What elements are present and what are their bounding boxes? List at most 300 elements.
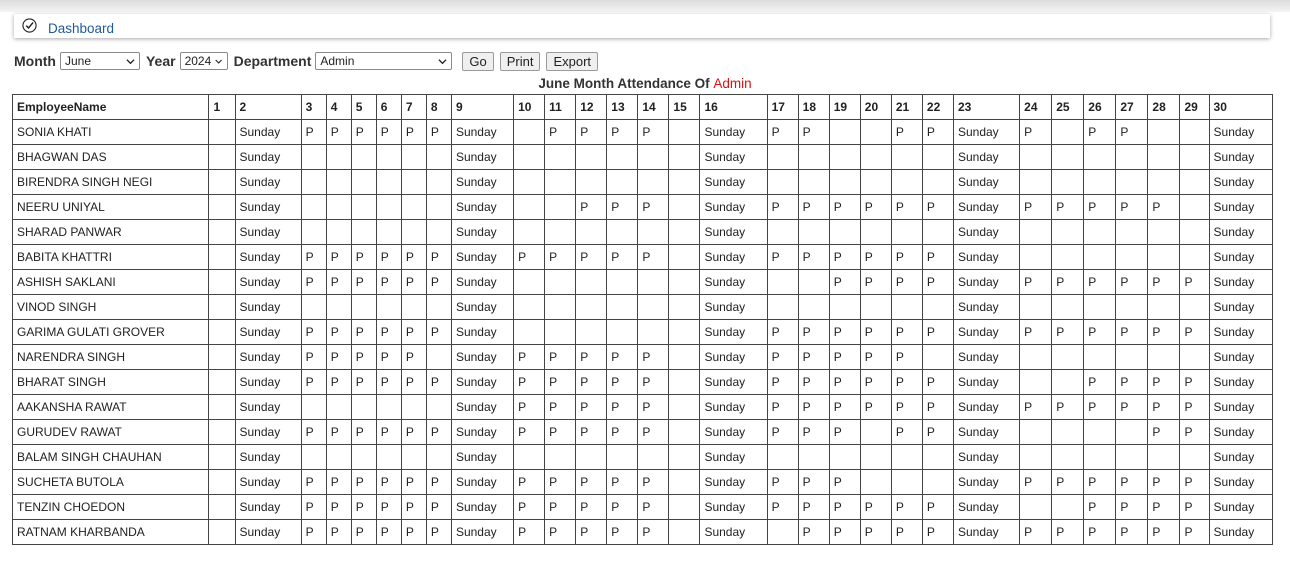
attendance-cell <box>860 220 891 245</box>
attendance-cell: Sunday <box>953 220 1019 245</box>
attendance-cell <box>514 170 545 195</box>
attendance-cell <box>922 220 953 245</box>
day-header: 28 <box>1148 95 1180 120</box>
attendance-cell: P <box>576 495 607 520</box>
attendance-cell: P <box>1148 320 1180 345</box>
attendance-cell <box>891 295 922 320</box>
attendance-cell <box>1020 295 1052 320</box>
attendance-cell: P <box>607 420 638 445</box>
attendance-cell: P <box>1052 320 1084 345</box>
month-select[interactable] <box>60 52 140 70</box>
attendance-cell: Sunday <box>1209 470 1272 495</box>
attendance-cell: P <box>1116 195 1148 220</box>
attendance-cell: P <box>376 495 401 520</box>
attendance-cell: Sunday <box>1209 295 1272 320</box>
attendance-cell: P <box>798 520 829 545</box>
attendance-cell: P <box>798 420 829 445</box>
attendance-cell <box>1052 220 1084 245</box>
attendance-cell <box>1116 445 1148 470</box>
day-header: 9 <box>451 95 513 120</box>
attendance-cell <box>1052 120 1084 145</box>
attendance-cell: Sunday <box>451 320 513 345</box>
attendance-cell: P <box>798 345 829 370</box>
attendance-cell <box>301 445 326 470</box>
attendance-cell <box>576 145 607 170</box>
attendance-cell: P <box>1020 270 1052 295</box>
attendance-cell: P <box>1116 120 1148 145</box>
attendance-cell: Sunday <box>700 120 767 145</box>
attendance-cell <box>1052 170 1084 195</box>
attendance-cell: P <box>401 495 426 520</box>
attendance-cell: P <box>1084 520 1116 545</box>
attendance-cell: Sunday <box>235 395 301 420</box>
attendance-cell: P <box>1180 370 1209 395</box>
attendance-cell <box>401 445 426 470</box>
attendance-cell <box>669 245 700 270</box>
attendance-cell <box>1052 245 1084 270</box>
attendance-cell <box>545 170 576 195</box>
attendance-cell: Sunday <box>953 445 1019 470</box>
attendance-cell: P <box>1020 195 1052 220</box>
attendance-cell: P <box>301 470 326 495</box>
attendance-cell: P <box>1180 470 1209 495</box>
attendance-cell: Sunday <box>451 295 513 320</box>
attendance-cell <box>1180 195 1209 220</box>
attendance-cell <box>1084 295 1116 320</box>
attendance-cell: P <box>351 420 376 445</box>
attendance-cell: P <box>545 395 576 420</box>
attendance-cell: Sunday <box>1209 245 1272 270</box>
attendance-cell <box>798 220 829 245</box>
attendance-cell <box>209 395 235 420</box>
attendance-cell <box>351 295 376 320</box>
day-header: 10 <box>514 95 545 120</box>
attendance-cell: P <box>545 370 576 395</box>
attendance-cell: Sunday <box>235 295 301 320</box>
attendance-cell: P <box>607 195 638 220</box>
day-header: 6 <box>376 95 401 120</box>
table-row <box>13 220 1273 245</box>
attendance-cell: P <box>607 470 638 495</box>
attendance-cell: P <box>798 470 829 495</box>
attendance-cell <box>1084 445 1116 470</box>
attendance-cell: P <box>922 420 953 445</box>
attendance-cell: Sunday <box>700 395 767 420</box>
attendance-cell: P <box>301 495 326 520</box>
print-button[interactable]: Print <box>500 52 541 71</box>
attendance-cell <box>638 170 669 195</box>
attendance-cell: P <box>401 420 426 445</box>
attendance-cell <box>301 395 326 420</box>
table-row <box>13 445 1273 470</box>
attendance-cell: Sunday <box>953 245 1019 270</box>
attendance-cell <box>669 520 700 545</box>
employee-name-cell: NEERU UNIYAL <box>13 195 209 220</box>
attendance-cell: P <box>767 120 798 145</box>
attendance-cell: P <box>376 420 401 445</box>
attendance-cell: P <box>545 420 576 445</box>
attendance-cell <box>922 445 953 470</box>
attendance-cell <box>1052 295 1084 320</box>
day-header: 4 <box>326 95 351 120</box>
attendance-cell <box>426 445 451 470</box>
attendance-cell <box>1180 345 1209 370</box>
attendance-cell: Sunday <box>1209 495 1272 520</box>
attendance-cell <box>576 320 607 345</box>
attendance-cell: P <box>514 370 545 395</box>
attendance-cell: P <box>798 495 829 520</box>
employee-name-cell: RATNAM KHARBANDA <box>13 520 209 545</box>
attendance-cell <box>669 270 700 295</box>
attendance-cell: P <box>1180 420 1209 445</box>
attendance-cell: Sunday <box>700 145 767 170</box>
attendance-cell: P <box>376 345 401 370</box>
attendance-cell: Sunday <box>700 195 767 220</box>
day-header: 2 <box>235 95 301 120</box>
attendance-cell <box>401 145 426 170</box>
attendance-cell: P <box>576 370 607 395</box>
attendance-cell: P <box>376 320 401 345</box>
attendance-cell <box>860 145 891 170</box>
attendance-cell: Sunday <box>451 370 513 395</box>
attendance-cell: P <box>514 420 545 445</box>
attendance-cell <box>607 170 638 195</box>
attendance-cell <box>326 220 351 245</box>
attendance-cell: Sunday <box>235 270 301 295</box>
attendance-cell: P <box>326 520 351 545</box>
attendance-cell: P <box>376 245 401 270</box>
attendance-cell: P <box>1052 195 1084 220</box>
department-select[interactable] <box>315 52 452 70</box>
attendance-cell <box>798 445 829 470</box>
attendance-cell <box>638 295 669 320</box>
attendance-cell: P <box>829 520 860 545</box>
attendance-cell <box>1116 220 1148 245</box>
department-label: Department <box>233 53 312 69</box>
attendance-cell: P <box>1148 470 1180 495</box>
attendance-cell <box>638 145 669 170</box>
attendance-cell <box>209 145 235 170</box>
attendance-cell: P <box>638 120 669 145</box>
attendance-cell <box>829 220 860 245</box>
attendance-cell <box>1020 370 1052 395</box>
chevron-down-icon <box>215 57 222 66</box>
employee-name-cell: BIRENDRA SINGH NEGI <box>13 170 209 195</box>
attendance-cell: Sunday <box>953 270 1019 295</box>
dashboard-card <box>14 14 1270 38</box>
attendance-cell <box>891 445 922 470</box>
attendance-cell <box>426 195 451 220</box>
attendance-cell: Sunday <box>451 470 513 495</box>
attendance-cell: Sunday <box>451 520 513 545</box>
attendance-cell: P <box>326 370 351 395</box>
attendance-cell <box>1084 145 1116 170</box>
attendance-cell: Sunday <box>1209 220 1272 245</box>
attendance-cell: P <box>1116 495 1148 520</box>
attendance-cell: P <box>1116 370 1148 395</box>
attendance-cell <box>669 220 700 245</box>
attendance-cell <box>401 295 426 320</box>
attendance-cell <box>376 195 401 220</box>
attendance-cell <box>1052 370 1084 395</box>
attendance-cell: Sunday <box>700 495 767 520</box>
attendance-cell: P <box>829 395 860 420</box>
attendance-cell: P <box>922 270 953 295</box>
attendance-cell <box>376 445 401 470</box>
attendance-cell: P <box>767 420 798 445</box>
day-header: 16 <box>700 95 767 120</box>
attendance-cell: P <box>1180 520 1209 545</box>
attendance-cell: P <box>891 520 922 545</box>
employee-name-cell: SHARAD PANWAR <box>13 220 209 245</box>
attendance-cell: P <box>922 370 953 395</box>
attendance-cell <box>301 145 326 170</box>
attendance-cell: P <box>922 195 953 220</box>
attendance-cell: P <box>1084 395 1116 420</box>
attendance-body <box>13 120 1273 545</box>
attendance-cell <box>1084 220 1116 245</box>
attendance-cell <box>209 520 235 545</box>
attendance-cell: P <box>1084 320 1116 345</box>
attendance-cell: Sunday <box>235 420 301 445</box>
employee-name-cell: SUCHETA BUTOLA <box>13 470 209 495</box>
attendance-cell: P <box>891 270 922 295</box>
attendance-cell <box>767 270 798 295</box>
attendance-cell <box>1084 245 1116 270</box>
attendance-cell: P <box>1116 320 1148 345</box>
attendance-cell: P <box>891 245 922 270</box>
day-header: 12 <box>576 95 607 120</box>
attendance-cell <box>1180 120 1209 145</box>
attendance-cell <box>1052 420 1084 445</box>
day-header: 23 <box>953 95 1019 120</box>
attendance-cell <box>1052 345 1084 370</box>
attendance-cell <box>209 270 235 295</box>
attendance-cell: Sunday <box>953 345 1019 370</box>
attendance-cell <box>767 445 798 470</box>
attendance-cell <box>1148 345 1180 370</box>
attendance-cell <box>545 220 576 245</box>
attendance-cell <box>767 170 798 195</box>
attendance-cell: P <box>638 370 669 395</box>
attendance-cell <box>638 270 669 295</box>
attendance-cell <box>514 445 545 470</box>
attendance-cell: P <box>767 370 798 395</box>
attendance-cell: P <box>301 370 326 395</box>
attendance-cell: P <box>301 245 326 270</box>
go-button[interactable]: Go <box>462 52 493 71</box>
attendance-cell <box>209 120 235 145</box>
attendance-cell: P <box>798 195 829 220</box>
table-row <box>13 420 1273 445</box>
attendance-cell: P <box>401 370 426 395</box>
attendance-cell: P <box>1116 270 1148 295</box>
day-header: 14 <box>638 95 669 120</box>
attendance-cell <box>545 145 576 170</box>
attendance-cell: Sunday <box>451 345 513 370</box>
table-row <box>13 245 1273 270</box>
attendance-cell <box>1020 445 1052 470</box>
attendance-cell: P <box>301 120 326 145</box>
attendance-cell: P <box>767 320 798 345</box>
attendance-cell <box>351 395 376 420</box>
day-header: 20 <box>860 95 891 120</box>
day-header: 13 <box>607 95 638 120</box>
attendance-cell: P <box>1020 520 1052 545</box>
attendance-cell <box>1020 145 1052 170</box>
attendance-cell: P <box>1148 520 1180 545</box>
attendance-cell: P <box>326 420 351 445</box>
attendance-cell: P <box>401 320 426 345</box>
attendance-cell: P <box>514 245 545 270</box>
attendance-cell: P <box>301 520 326 545</box>
attendance-cell: P <box>607 495 638 520</box>
department-select-value: Admin <box>320 54 355 68</box>
attendance-cell: Sunday <box>451 195 513 220</box>
attendance-cell: P <box>426 495 451 520</box>
attendance-cell <box>922 470 953 495</box>
attendance-cell: Sunday <box>700 520 767 545</box>
attendance-cell <box>426 170 451 195</box>
attendance-cell <box>1020 495 1052 520</box>
attendance-cell: Sunday <box>1209 520 1272 545</box>
attendance-cell: Sunday <box>1209 420 1272 445</box>
attendance-cell <box>669 395 700 420</box>
attendance-cell <box>576 295 607 320</box>
attendance-cell: P <box>860 195 891 220</box>
attendance-cell: P <box>1116 395 1148 420</box>
attendance-cell <box>1148 145 1180 170</box>
attendance-cell <box>401 220 426 245</box>
attendance-cell: P <box>1148 495 1180 520</box>
attendance-cell: P <box>922 320 953 345</box>
attendance-cell <box>1116 345 1148 370</box>
check-circle-icon <box>22 18 37 33</box>
attendance-cell <box>209 320 235 345</box>
attendance-cell <box>767 145 798 170</box>
attendance-cell <box>576 445 607 470</box>
attendance-cell <box>576 270 607 295</box>
attendance-cell: Sunday <box>953 170 1019 195</box>
attendance-cell: Sunday <box>235 495 301 520</box>
attendance-cell <box>1052 145 1084 170</box>
attendance-cell: P <box>829 270 860 295</box>
attendance-cell <box>860 445 891 470</box>
attendance-cell <box>1148 120 1180 145</box>
attendance-cell: P <box>829 320 860 345</box>
attendance-cell: P <box>1116 520 1148 545</box>
attendance-cell: Sunday <box>953 395 1019 420</box>
header-row <box>13 95 1273 120</box>
attendance-cell: Sunday <box>953 120 1019 145</box>
table-row <box>13 370 1273 395</box>
attendance-cell: P <box>1084 370 1116 395</box>
attendance-cell <box>514 295 545 320</box>
attendance-cell: P <box>576 520 607 545</box>
attendance-cell: Sunday <box>235 220 301 245</box>
attendance-cell <box>326 145 351 170</box>
attendance-cell <box>545 195 576 220</box>
attendance-cell <box>514 220 545 245</box>
attendance-cell: Sunday <box>235 245 301 270</box>
attendance-cell: P <box>326 245 351 270</box>
attendance-cell: Sunday <box>700 470 767 495</box>
employee-name-cell: BHARAT SINGH <box>13 370 209 395</box>
year-select[interactable] <box>180 52 228 70</box>
attendance-cell: P <box>767 495 798 520</box>
table-row <box>13 270 1273 295</box>
attendance-cell <box>351 445 376 470</box>
attendance-cell <box>209 370 235 395</box>
employee-name-cell: GARIMA GULATI GROVER <box>13 320 209 345</box>
attendance-cell: Sunday <box>700 370 767 395</box>
attendance-cell: Sunday <box>953 295 1019 320</box>
attendance-cell <box>545 295 576 320</box>
attendance-cell: P <box>1180 495 1209 520</box>
attendance-cell: P <box>376 520 401 545</box>
attendance-cell <box>860 470 891 495</box>
attendance-cell <box>1180 220 1209 245</box>
attendance-cell <box>351 220 376 245</box>
attendance-cell <box>326 295 351 320</box>
attendance-cell: P <box>545 345 576 370</box>
attendance-cell: P <box>376 470 401 495</box>
attendance-cell: P <box>351 245 376 270</box>
attendance-cell: P <box>1084 120 1116 145</box>
attendance-cell <box>209 495 235 520</box>
year-select-value: 2024 <box>184 54 212 68</box>
attendance-cell: P <box>829 195 860 220</box>
attendance-cell: P <box>891 370 922 395</box>
attendance-cell <box>1116 420 1148 445</box>
attendance-cell <box>426 295 451 320</box>
attendance-cell: P <box>545 120 576 145</box>
attendance-cell: P <box>798 120 829 145</box>
attendance-cell: P <box>922 120 953 145</box>
attendance-cell: P <box>891 195 922 220</box>
attendance-cell <box>514 270 545 295</box>
employee-name-cell: BABITA KHATTRI <box>13 245 209 270</box>
attendance-cell <box>1116 245 1148 270</box>
attendance-cell: P <box>514 395 545 420</box>
attendance-cell <box>891 220 922 245</box>
attendance-cell <box>1148 295 1180 320</box>
attendance-cell <box>607 220 638 245</box>
attendance-cell: Sunday <box>235 470 301 495</box>
export-button[interactable]: Export <box>546 52 598 71</box>
attendance-cell <box>376 145 401 170</box>
attendance-cell <box>545 445 576 470</box>
attendance-cell: P <box>607 345 638 370</box>
attendance-cell <box>326 395 351 420</box>
attendance-cell: Sunday <box>1209 195 1272 220</box>
attendance-cell: P <box>351 320 376 345</box>
attendance-cell: P <box>351 345 376 370</box>
attendance-cell <box>514 145 545 170</box>
day-header: 7 <box>401 95 426 120</box>
attendance-cell: P <box>1148 420 1180 445</box>
attendance-cell: P <box>426 120 451 145</box>
table-row <box>13 320 1273 345</box>
attendance-cell: Sunday <box>451 270 513 295</box>
attendance-cell: P <box>860 320 891 345</box>
attendance-cell: Sunday <box>235 120 301 145</box>
report-department: Admin <box>713 76 752 91</box>
dashboard-link[interactable]: Dashboard <box>48 21 115 36</box>
attendance-cell: P <box>767 395 798 420</box>
table-row <box>13 195 1273 220</box>
attendance-cell: Sunday <box>953 470 1019 495</box>
